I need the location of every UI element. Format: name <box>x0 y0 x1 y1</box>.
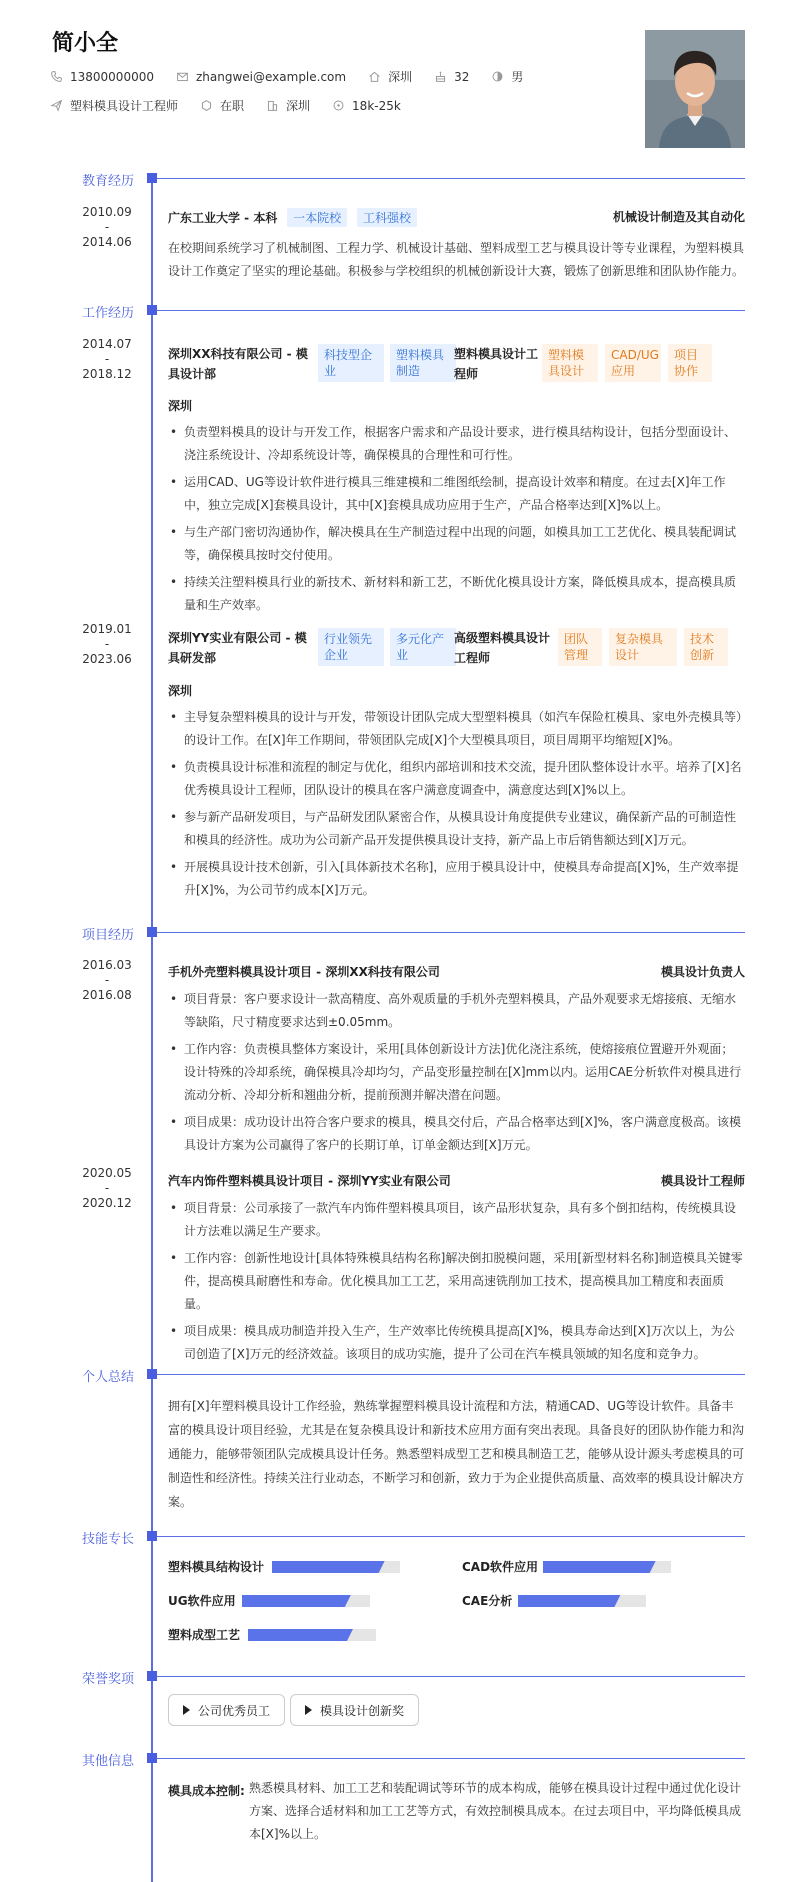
summary-text: 拥有[X]年塑料模具设计工作经验，熟练掌握塑料模具设计流程和方法，精通CAD、UG等设计软件。具备丰富的模具设计项目经验，尤其是在复杂模具设计和新技术应用方面有突出表现。具备良好的团队协作能力和沟通能力，能够带领团队完成模具设计任务。熟悉塑料成型工艺和模具制造工艺，能够从设计源头考虑模具的可制造性和经济性。持续关注行业动态，不断学习和创新，致力于为企业提供高质量、高效率的模具设计解决方案。 <box>168 1399 745 1509</box>
date-start: 2010.09 <box>82 205 132 219</box>
email-text: zhangwei@example.com <box>195 69 347 84</box>
job-head <box>168 628 745 670</box>
play-icon <box>305 1705 312 1715</box>
education-section <box>0 170 794 282</box>
skill-tag: 塑料模具设计 <box>542 344 598 382</box>
city-text: 深圳 <box>388 70 413 84</box>
section-title: 荣誉奖项 <box>82 1672 135 1687</box>
age-item <box>434 70 469 84</box>
date-end: 2014.06 <box>82 235 132 249</box>
phone-item <box>50 70 154 84</box>
list-item: • 项目背景：公司承接了一款汽车内饰件塑料模具项目，该产品形状复杂，具有多个倒扣结构，传统模具设计方法难以满足生产要求。 <box>168 1197 745 1243</box>
skill-label: CAD软件应用 <box>462 1560 539 1574</box>
skill-label: 塑料成型工艺 <box>168 1628 241 1642</box>
skill-tag: 复杂模具设计 <box>609 628 677 666</box>
company-tag: 多元化产业 <box>390 628 456 666</box>
award-label: 公司优秀员工 <box>198 1703 271 1718</box>
section-divider <box>157 310 745 311</box>
project-role: 模具设计负责人 <box>660 965 745 979</box>
list-item: • 项目成果：成功设计出符合客户要求的模具，模具交付后，产品合格率达到[X]%，客户满意度极高。该模具设计方案为公司赢得了客户的长期订单，订单金额达到[X]万元。 <box>168 1111 745 1157</box>
job-intent-row <box>50 97 423 114</box>
skill-bar-fill <box>272 1561 385 1573</box>
job-bullets <box>168 421 745 621</box>
play-icon <box>183 1705 190 1715</box>
company-name: 深圳XX科技有限公司 - 模具设计部 <box>168 347 308 381</box>
project-head <box>168 1172 745 1189</box>
skill-label: UG软件应用 <box>168 1594 236 1608</box>
section-marker <box>147 305 157 315</box>
email-item <box>176 70 346 84</box>
skill-bar-fill <box>248 1629 353 1641</box>
phone-icon <box>50 70 63 83</box>
company-name: 深圳YY实业有限公司 - 模具研发部 <box>168 631 307 665</box>
date-separator: - <box>104 220 110 234</box>
job-position: 塑料模具设计工程师 <box>454 347 539 381</box>
project-name: 汽车内饰件塑料模具设计项目 - 深圳YY实业有限公司 <box>168 1174 451 1188</box>
education-head <box>168 208 745 227</box>
date-end: 2018.12 <box>82 367 132 381</box>
company-tag: 行业领先企业 <box>318 628 384 666</box>
list-item: • 持续关注塑料模具行业的新技术、新材料和新工艺，不断优化模具设计方案，降低模具成本，提高模具质量和生产效率。 <box>168 571 745 617</box>
section-divider <box>157 1536 745 1537</box>
section-marker <box>147 1753 157 1763</box>
list-item: • 主导复杂塑料模具的设计与开发，带领设计团队完成大型塑料模具（如汽车保险杠模具、家电外壳模具等）的设计工作。在[X]年工作期间，带领团队完成[X]个大型模具项目，项目周期平均缩短[X]%。 <box>168 706 745 752</box>
date-end: 2016.08 <box>82 988 132 1002</box>
entry-date <box>72 1166 142 1211</box>
section-title: 教育经历 <box>82 174 135 189</box>
date-separator: - <box>104 1181 110 1195</box>
section-divider <box>157 178 745 179</box>
date-start: 2019.01 <box>82 622 132 636</box>
section-divider <box>157 1374 745 1375</box>
status-text: 在职 <box>220 99 245 113</box>
section-title: 项目经历 <box>82 928 135 943</box>
skill-bar <box>272 1561 400 1573</box>
home-icon <box>368 70 381 83</box>
status-item <box>200 97 244 114</box>
education-description: 在校期间系统学习了机械制图、工程力学、机械设计基础、塑料成型工艺与模具设计等专业课程，为塑料模具设计工作奠定了坚实的理论基础。积极参与学校组织的机械创新设计大赛，锻炼了创新思维和团队协作能力。 <box>168 241 745 278</box>
date-start: 2020.05 <box>82 1166 132 1180</box>
list-item: • 参与新产品研发项目，与产品研发团队紧密合作，从模具设计角度提供专业建议，确保新产品的可制造性和模具的经济性。成功为公司新产品开发提供模具设计支持，新产品上市后销售额达到[X]万元。 <box>168 806 745 852</box>
job-position: 高级塑料模具设计工程师 <box>454 631 551 665</box>
skill-bar-fill <box>518 1595 620 1607</box>
school-tag: 一本院校 <box>287 208 347 227</box>
expected-city-item <box>266 97 310 114</box>
list-item: • 开展模具设计技术创新，引入[具体新技术名称]，应用于模具设计中，使模具寿命提高[X]%，生产效率提升[X]%，为公司节约成本[X]万元。 <box>168 856 745 902</box>
other-section <box>0 1750 794 1882</box>
mail-icon <box>176 70 189 83</box>
skill-bar <box>518 1595 646 1607</box>
project-bullets <box>168 988 745 1161</box>
skill-bar <box>543 1561 671 1573</box>
salary-text: 18k-25k <box>352 98 401 113</box>
section-title: 个人总结 <box>82 1370 135 1385</box>
age-text: 32 <box>454 69 470 84</box>
skill-label: 塑料模具结构设计 <box>168 1560 265 1574</box>
award-label: 模具设计创新奖 <box>320 1703 405 1718</box>
entry-date <box>72 622 142 667</box>
list-item: • 运用CAD、UG等设计软件进行模具三维建模和二维图纸绘制，提高设计效率和精度。在过去[X]年工作中，独立完成[X]套模具设计，其中[X]套模具成功应用于生产，产品合格率达到[X]%以上。 <box>168 471 745 517</box>
skills-section <box>0 1528 794 1668</box>
project-role: 模具设计工程师 <box>660 1174 745 1188</box>
status-icon <box>200 99 213 112</box>
job-bullets <box>168 706 745 906</box>
skill-tag: 项目协作 <box>668 344 712 382</box>
building-icon <box>266 99 279 112</box>
section-marker <box>147 1531 157 1541</box>
cake-icon <box>434 70 447 83</box>
school-name: 广东工业大学 - 本科 <box>168 211 278 225</box>
major-name: 机械设计制造及其自动化 <box>612 210 745 224</box>
job-target-item <box>50 97 178 114</box>
list-item: • 工作内容：负责模具整体方案设计，采用[具体创新设计方法]优化浇注系统，使熔接痕位置避开外观面；设计特殊的冷却系统，确保模具冷却均匀，产品变形量控制在[X]mm以内。运用CAE分析软件对模具进行流动分析、冷却分析和翘曲分析，提前预测并解决潜在问题。 <box>168 1038 745 1107</box>
section-divider <box>157 1676 745 1677</box>
gender-item <box>491 68 523 85</box>
skill-bar-fill <box>242 1595 351 1607</box>
work-section <box>0 302 794 922</box>
job-location: 深圳 <box>168 684 193 698</box>
job-head <box>168 344 745 386</box>
project-head <box>168 963 745 980</box>
date-end: 2020.12 <box>82 1196 132 1210</box>
money-icon <box>332 99 345 112</box>
send-icon <box>50 99 63 112</box>
phone-text: 13800000000 <box>70 69 154 84</box>
skill-label: CAE分析 <box>462 1594 513 1608</box>
section-marker <box>147 173 157 183</box>
school-tag: 工科强校 <box>357 208 417 227</box>
skill-bar <box>242 1595 370 1607</box>
project-name: 手机外壳塑料模具设计项目 - 深圳XX科技有限公司 <box>168 965 440 979</box>
job-target-text: 塑料模具设计工程师 <box>70 99 179 113</box>
contact-row <box>50 68 545 85</box>
date-start: 2014.07 <box>82 337 132 351</box>
project-bullets <box>168 1197 745 1370</box>
skill-tag: 技术创新 <box>684 628 728 666</box>
section-marker <box>147 1369 157 1379</box>
entry-date <box>72 337 142 382</box>
company-tag: 塑料模具制造 <box>390 344 456 382</box>
summary-section <box>0 1366 794 1526</box>
section-title: 技能专长 <box>82 1532 135 1547</box>
skill-bar <box>248 1629 376 1641</box>
project-section <box>0 924 794 1364</box>
date-separator: - <box>104 352 110 366</box>
profile-photo <box>645 30 745 148</box>
entry-date <box>72 958 142 1003</box>
skill-tag: 团队管理 <box>558 628 602 666</box>
award-chip <box>290 1694 419 1726</box>
list-item: • 项目背景：客户要求设计一款高精度、高外观质量的手机外壳塑料模具，产品外观要求无熔接痕、无缩水等缺陷，尺寸精度要求达到±0.05mm。 <box>168 988 745 1034</box>
section-marker <box>147 1671 157 1681</box>
other-text: 熟悉模具材料、加工工艺和装配调试等环节的成本构成，能够在模具设计过程中通过优化设计方案、选择合适材料和加工工艺等方式，有效控制模具成本。在过去项目中，平均降低模具成本[X]%以上。 <box>249 1781 742 1841</box>
list-item: • 负责塑料模具的设计与开发工作，根据客户需求和产品设计要求，进行模具结构设计，包括分型面设计、浇注系统设计、冷却系统设计等，确保模具的合理性和可行性。 <box>168 421 745 467</box>
section-title: 其他信息 <box>82 1754 135 1769</box>
section-title: 工作经历 <box>82 306 135 321</box>
resume-header <box>0 0 794 160</box>
gender-icon <box>491 70 504 83</box>
other-label: 模具成本控制: <box>168 1784 245 1798</box>
award-chip <box>168 1694 285 1726</box>
city-item <box>368 68 412 85</box>
expected-city-text: 深圳 <box>286 99 311 113</box>
section-divider <box>157 1758 745 1759</box>
entry-date <box>72 205 142 250</box>
skill-tag: CAD/UG应用 <box>605 344 661 382</box>
list-item: • 负责模具设计标准和流程的制定与优化，组织内部培训和技术交流，提升团队整体设计水平。培养了[X]名优秀模具设计工程师，团队设计的模具在客户满意度调查中，满意度达到[X]%以上。 <box>168 756 745 802</box>
list-item: • 与生产部门密切沟通协作，解决模具在生产制造过程中出现的问题，如模具加工工艺优化、模具装配调试等，确保模具按时交付使用。 <box>168 521 745 567</box>
candidate-name: 简小全 <box>52 31 119 56</box>
date-end: 2023.06 <box>82 652 132 666</box>
section-marker <box>147 927 157 937</box>
salary-item <box>332 99 401 113</box>
job-location: 深圳 <box>168 399 193 413</box>
awards-section <box>0 1668 794 1748</box>
gender-text: 男 <box>511 70 524 84</box>
company-tag: 科技型企业 <box>318 344 384 382</box>
section-divider <box>157 932 745 933</box>
list-item: • 项目成果：模具成功制造并投入生产，生产效率比传统模具提高[X]%，模具寿命达到[X]万次以上，为公司创造了[X]万元的经济效益。该项目的成功实施，提升了公司在汽车模具领域的知名度和竞争力。 <box>168 1320 745 1366</box>
skill-bar-fill <box>543 1561 656 1573</box>
date-separator: - <box>104 637 110 651</box>
date-separator: - <box>104 973 110 987</box>
date-start: 2016.03 <box>82 958 132 972</box>
list-item: • 工作内容：创新性地设计[具体特殊模具结构名称]解决倒扣脱模问题，采用[新型材料名称]制造模具关键零件，提高模具耐磨性和寿命。优化模具加工工艺，采用高速铣削加工技术，提高模具加工精度和表面质量。 <box>168 1247 745 1316</box>
